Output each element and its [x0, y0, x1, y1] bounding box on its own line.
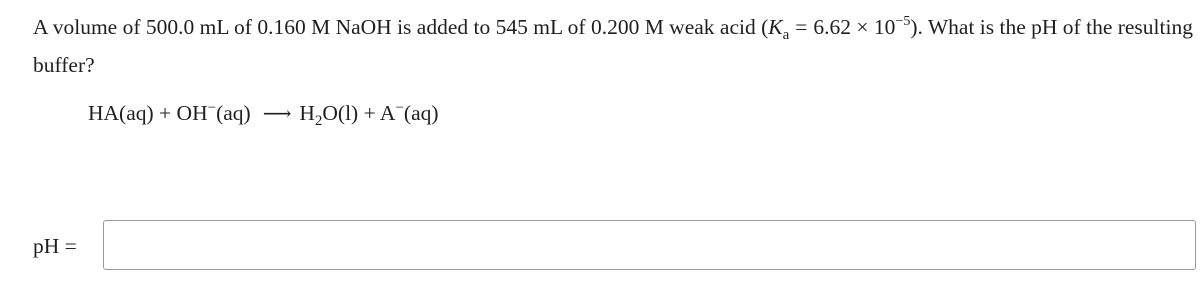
water-subscript: 2: [314, 113, 323, 129]
answer-row: [33, 220, 103, 272]
ph-label: pH =: [33, 233, 77, 258]
water-h: H: [299, 101, 315, 125]
reaction-equation: [88, 96, 439, 133]
product-text: O(l) + A: [322, 101, 396, 125]
question-part2: ). What is the pH of the resulting buffer?: [33, 15, 1193, 77]
ph-answer-input[interactable]: [103, 220, 1196, 270]
conjugate-base-state: (aq): [403, 101, 439, 125]
ka-exponent: −5: [895, 14, 911, 29]
hydroxide-charge: −: [207, 100, 217, 116]
ka-value: 6.62 × 10: [813, 15, 896, 39]
conjugate-base-charge: −: [395, 100, 404, 116]
ka-symbol: K: [768, 15, 783, 39]
hydroxide-state: (aq): [216, 101, 251, 125]
ka-equals: =: [795, 15, 808, 39]
reaction-arrow: ⟶: [262, 103, 292, 125]
ka-subscript: a: [782, 27, 790, 43]
reactant-text: HA(aq) + OH: [88, 101, 208, 125]
question-part1: A volume of 500.0 mL of 0.160 M NaOH is added to 545 mL of 0.200 M weak acid (: [33, 15, 769, 39]
question-text: [33, 10, 1193, 82]
